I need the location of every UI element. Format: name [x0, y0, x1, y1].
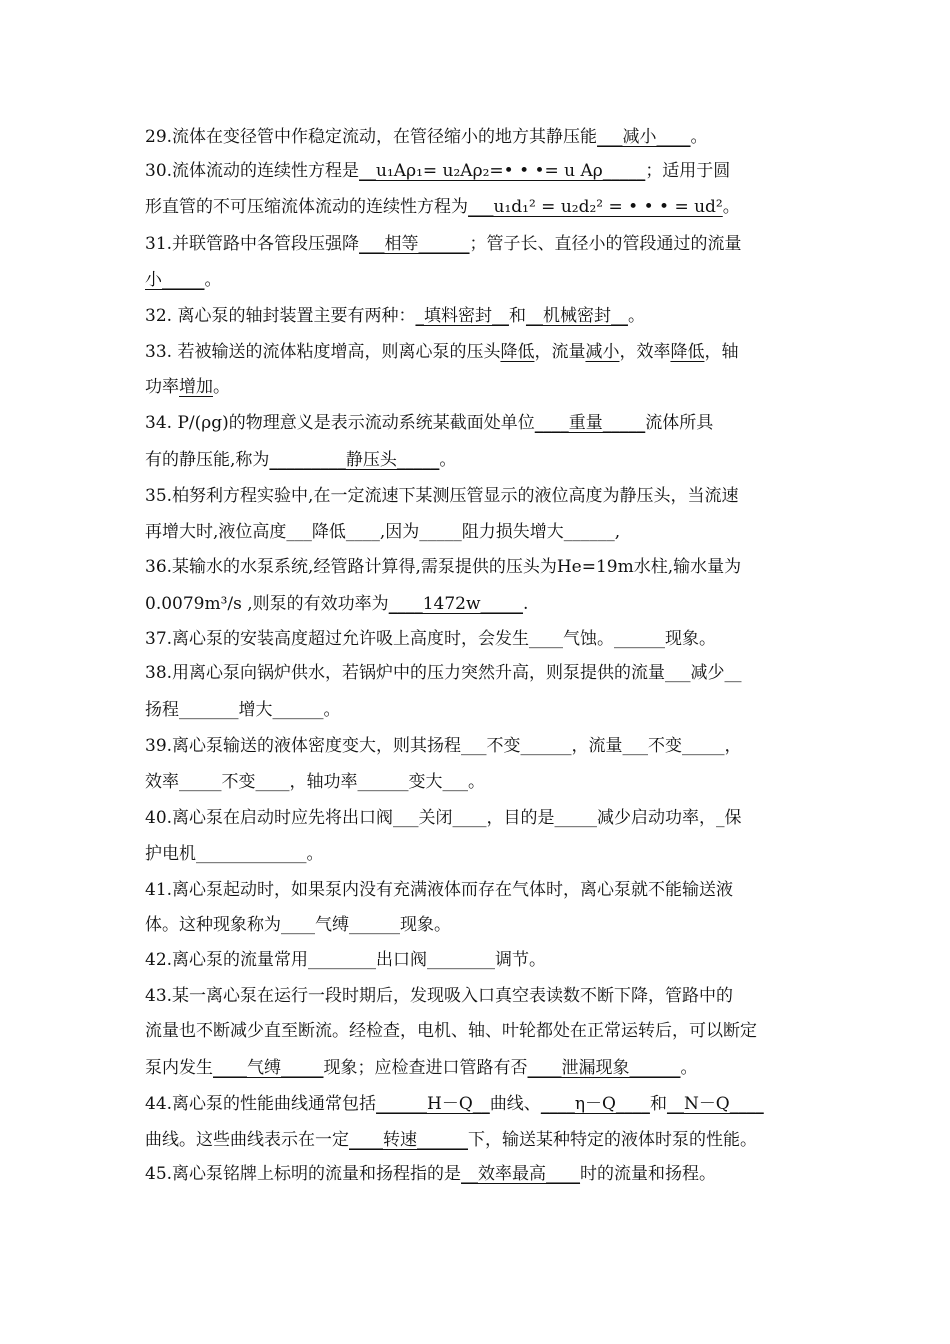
q45-text: 45.离心泵铭牌上标明的流量和扬程指的是 — [145, 1164, 462, 1184]
q38-line1: 38.用离心泵向锅炉供水，若锅炉中的压力突然升高，则泵提供的流量___减少__ — [145, 663, 742, 683]
q31-text-cont: ；管子长、直径小的管段通过的流量 — [469, 234, 742, 254]
q34-text: 34. P/(ρg)的物理意义是表示流动系统某截面处单位 — [145, 413, 535, 433]
q41-line1: 41.离心泵起动时，如果泵内没有充满液体而存在气体时，离心泵就不能输送液 — [145, 880, 734, 900]
q31-line2 — [145, 263, 222, 297]
q32-end: 。 — [627, 306, 645, 326]
q44-end: 下，输送某种特定的液体时泵的性能。 — [468, 1130, 757, 1150]
q29-line1 — [145, 120, 708, 154]
q32-and: 和 — [508, 306, 526, 326]
q33-answer-4: 增加 — [179, 377, 213, 397]
q36-line1: 36.某输水的水泵系统,经管路计算得,需泵提供的压头为He=19m水柱,输水量为 — [145, 557, 742, 577]
q38-line2: 扬程_______增大______。 — [145, 700, 341, 720]
q39-line2: 效率_____不变____，轴功率______变大___。 — [145, 772, 485, 792]
q33-answer-3: 降低 — [670, 342, 705, 362]
q31-answer-2: 小_____ — [145, 270, 205, 290]
q33-text-3: ，效率 — [619, 342, 671, 362]
q30-line2 — [145, 190, 740, 224]
q33-text-4: ，轴 — [704, 342, 739, 362]
q43-end: 。 — [680, 1058, 698, 1078]
q43-text: 泵内发生 — [145, 1058, 213, 1078]
q43-answer-1: ____气缚_____ — [213, 1058, 324, 1078]
q30-text-cont: ；适用于圆 — [645, 161, 731, 181]
q36-end: . — [523, 594, 529, 614]
q44-text-3: 曲线。这些曲线表示在一定 — [145, 1130, 349, 1150]
q34-end: 。 — [439, 450, 457, 470]
q31-end: 。 — [204, 270, 222, 290]
q30-end: 。 — [722, 197, 740, 217]
q30-line1 — [145, 154, 730, 188]
q45-line1 — [145, 1157, 716, 1191]
q43-text-cont: 现象；应检查进口管路有否 — [323, 1058, 528, 1078]
q41-line2: 体。这种现象称为____气缚______现象。 — [145, 915, 451, 935]
q29-text: 29.流体在变径管中作稳定流动，在管径缩小的地方其静压能 — [145, 127, 598, 147]
q32-text: 32. 离心泵的轴封装置主要有两种： — [145, 306, 416, 326]
q35-line1: 35.柏努利方程实验中,在一定流速下某测压管显示的液位高度为静压头，当流速 — [145, 486, 739, 506]
q40-line1: 40.离心泵在启动时应先将出口阀___关闭____，目的是_____减少启动功率，_保 — [145, 808, 742, 828]
q30-answer-1: __u₁Aρ₁= u₂Aρ₂=• • •= u Aρ_____ — [359, 161, 646, 181]
q45-answer: __效率最高____ — [461, 1164, 581, 1184]
q44-answer-1: ______H－Q__ — [376, 1094, 490, 1114]
q34-answer-1: ____重量_____ — [534, 413, 646, 433]
q44-line2 — [145, 1123, 757, 1157]
q43-line2: 流量也不断减少直至断流。经检查，电机、轴、叶轮都处在正常运转后，可以断定 — [145, 1021, 757, 1041]
q34-line1 — [145, 406, 713, 440]
q34-text-cont: 流体所具 — [645, 413, 714, 433]
q45-end: 时的流量和扬程。 — [580, 1164, 717, 1184]
q33-text: 33. 若被输送的流体粘度增高，则离心泵的压头 — [145, 342, 501, 362]
q42-line1: 42.离心泵的流量常用________出口阀________调节。 — [145, 950, 547, 970]
q34-line2 — [145, 443, 456, 477]
q43-line1: 43.某一离心泵在运行一段时期后，发现吸入口真空表读数不断下降，管路中的 — [145, 986, 734, 1006]
q33-text-5: 功率 — [145, 377, 179, 397]
q33-line1 — [145, 335, 738, 369]
q33-answer-2: 减小 — [585, 342, 620, 362]
q44-text-2: 曲线、 — [489, 1094, 541, 1114]
q36-line2 — [145, 587, 528, 621]
q37-line1: 37.离心泵的安装高度超过允许吸上高度时，会发生____气蚀。______现象。 — [145, 629, 717, 649]
q34-text-2: 有的静压能,称为 — [145, 450, 270, 470]
q43-answer-2: ____泄漏现象______ — [527, 1058, 681, 1078]
q33-text-2: ，流量 — [534, 342, 586, 362]
q40-line2: 护电机_____________。 — [145, 844, 324, 864]
q44-line1 — [145, 1087, 764, 1121]
q32-answer-1: _填料密封__ — [415, 306, 509, 326]
q30-text: 30.流体流动的连续性方程是 — [145, 161, 360, 181]
q36-text: 0.0079m³/s ,则泵的有效功率为 — [145, 594, 389, 614]
q44-answer-2: ____η－Q____ — [540, 1094, 650, 1114]
q30-text-2: 形直管的不可压缩流体流动的连续性方程为 — [145, 197, 468, 217]
q44-and: 和 — [649, 1094, 667, 1114]
q39-line1: 39.离心泵输送的液体密度变大，则其扬程___不变______，流量___不变_____， — [145, 736, 742, 756]
q36-answer: ____1472w_____ — [388, 594, 524, 614]
q44-text: 44.离心泵的性能曲线通常包括 — [145, 1094, 377, 1114]
q31-line1 — [145, 227, 742, 261]
q33-line2 — [145, 370, 230, 404]
q44-answer-3: __N－Q____ — [666, 1094, 764, 1114]
q29-answer: ___减小____ — [597, 127, 691, 147]
q35-line2: 再增大时,液位高度___降低____,因为_____阻力损失增大______, — [145, 522, 621, 542]
q31-answer-1: ___相等______ — [359, 234, 470, 254]
q32-answer-2: __机械密封__ — [525, 306, 628, 326]
q29-end: 。 — [690, 127, 708, 147]
q34-answer-2: _________静压头_____ — [269, 450, 440, 470]
q30-answer-2: ___u₁d₁² = u₂d₂² = • • • = ud² — [468, 197, 723, 217]
q32-line1 — [145, 299, 645, 333]
q31-text: 31.并联管路中各管段压强降 — [145, 234, 360, 254]
q43-line3 — [145, 1051, 698, 1085]
q33-answer-1: 降低 — [500, 342, 535, 362]
q44-answer-4: ____转速______ — [349, 1130, 468, 1150]
q33-end: 。 — [213, 377, 230, 397]
